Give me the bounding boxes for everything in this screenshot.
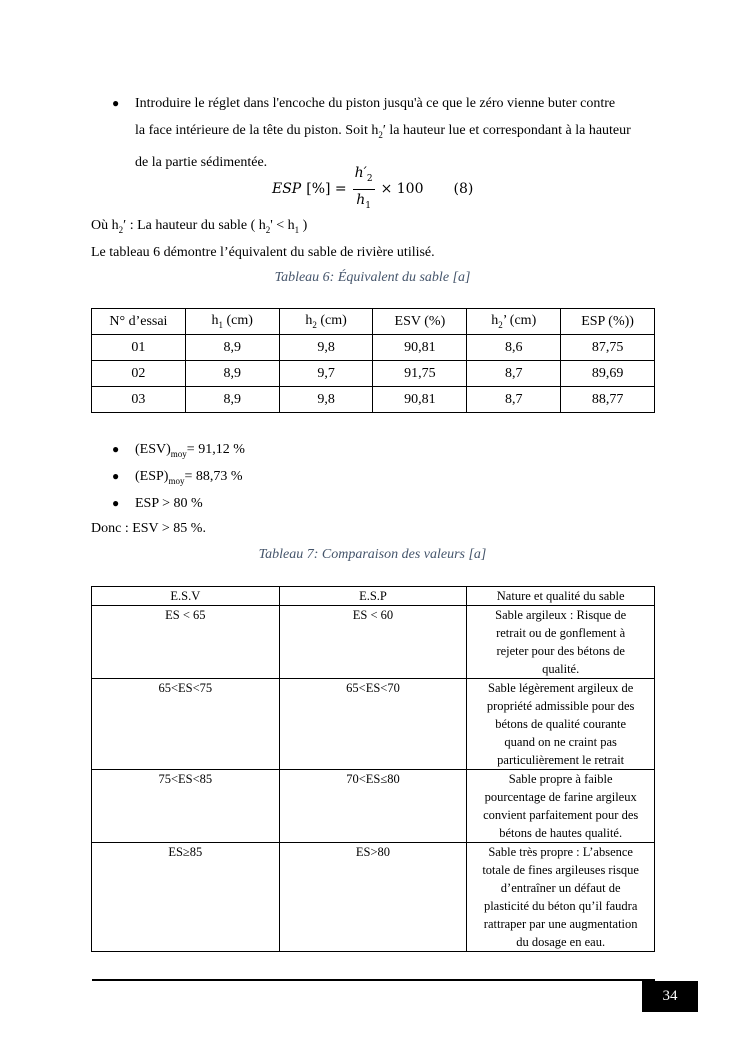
table-cell: 8,9	[185, 361, 279, 387]
table-cell: 89,69	[561, 361, 655, 387]
table-cell: 8,6	[467, 335, 561, 361]
table6-header-cell: ESP (%))	[561, 309, 655, 335]
table7-nature-cell	[467, 679, 655, 770]
table-cell: 90,81	[373, 387, 467, 413]
bullet-icon: ●	[112, 96, 120, 110]
nature-line: particulièrement le retrait	[497, 753, 625, 767]
footer-rule	[92, 979, 655, 981]
table7-header-row	[92, 587, 655, 606]
table-cell: 8,9	[185, 387, 279, 413]
table6-header-cell: $h_1$ (cm)	[185, 309, 279, 335]
table-cell: 9,8	[279, 335, 373, 361]
table-row	[92, 679, 655, 770]
table7-nature-cell	[467, 843, 655, 952]
table-intro-text: Le tableau 6 démontre l’équivalent du sable de rivière utilisé.	[91, 245, 435, 260]
nature-line: quand on ne craint pas	[504, 735, 617, 749]
table7-header-esp: E.S.P	[279, 587, 467, 606]
nature-line: convient parfaitement pour des	[483, 808, 639, 822]
table-cell: 01	[92, 335, 186, 361]
table6-body	[92, 335, 655, 413]
table-cell: 8,9	[185, 335, 279, 361]
table-cell: 88,77	[561, 387, 655, 413]
nature-line: d’entraîner un défaut de	[500, 881, 621, 895]
table-cell: 91,75	[373, 361, 467, 387]
table7-esv-cell: ES≥85	[92, 843, 280, 952]
formula-denominator: $h_1$	[356, 191, 371, 211]
table7-esp-cell: ES>80	[279, 843, 467, 952]
table-row	[92, 770, 655, 843]
nature-line: rejeter pour des bétons de	[496, 644, 625, 658]
table-cell: 87,75	[561, 335, 655, 361]
table7-body	[92, 606, 655, 952]
table-cell: 02	[92, 361, 186, 387]
table7-esv-cell: 65<ES<75	[92, 679, 280, 770]
nature-line: rattraper par une augmentation	[483, 917, 638, 931]
formula-unit: [%] =	[306, 181, 347, 197]
formula-fraction	[353, 164, 375, 215]
table7-esp-cell: ES < 60	[279, 606, 467, 679]
page-number: 34	[642, 981, 698, 1012]
where-definition: Où $h_2'$ : La hauteur du sable ( $h_2' < h_1$ )	[91, 218, 308, 235]
table-cell: 8,7	[467, 361, 561, 387]
nature-line: Sable argileux : Risque de	[495, 608, 627, 622]
table7-esp-cell: 70<ES≤80	[279, 770, 467, 843]
nature-line: pourcentage de farine argileux	[484, 790, 637, 804]
nature-line: retrait ou de gonflement à	[496, 626, 626, 640]
table-row	[92, 335, 655, 361]
table-cell: 9,8	[279, 387, 373, 413]
table7-esv-cell: ES < 65	[92, 606, 280, 679]
nature-line: bétons de hautes qualité.	[499, 826, 623, 840]
table7-caption: Tableau 7: Comparaison des valeurs [a]	[258, 547, 487, 562]
esp-formula	[272, 166, 473, 212]
table6-header-cell: $h_2$ (cm)	[279, 309, 373, 335]
table6-header-row	[92, 309, 655, 335]
procedure-text: Introduire le réglet dans l'encoche du piston jusqu'à ce que le zéro vienne buter contre la face intérieure de la tête du piston. Soit $h_2'$ la hauteur lue et correspondant à la hauteur de la partie sédimentée.	[135, 96, 631, 170]
table7-nature-cell	[467, 606, 655, 679]
nature-line: totale de fines argileuses risque	[482, 863, 639, 877]
table-cell: 90,81	[373, 335, 467, 361]
table6-header-cell: $h_2$’ (cm)	[467, 309, 561, 335]
nature-line: bétons de qualité courante	[495, 717, 627, 731]
table-cell: 03	[92, 387, 186, 413]
table7-header-nature: Nature et qualité du sable	[467, 587, 655, 606]
equation-number: (8)	[453, 181, 474, 197]
nature-line: qualité.	[542, 662, 580, 676]
nature-line: Sable légèrement argileux de	[488, 681, 634, 695]
table6-header-cell: ESV (%)	[373, 309, 467, 335]
table-row	[92, 361, 655, 387]
nature-line: Sable propre à faible	[508, 772, 613, 786]
table-row	[92, 387, 655, 413]
formula-multiplier: × 100	[380, 181, 424, 197]
formula-lhs: ESP	[272, 181, 302, 197]
table7-esp-cell: 65<ES<70	[279, 679, 467, 770]
nature-line: plasticité du béton qu’il faudra	[483, 899, 638, 913]
nature-line: du dosage en eau.	[516, 935, 606, 949]
nature-line: Sable très propre : L’absence	[488, 845, 633, 859]
table-cell: 8,7	[467, 387, 561, 413]
table6-header-cell: N° d’essai	[92, 309, 186, 335]
table7-nature-cell	[467, 770, 655, 843]
formula-numerator: $h'_2$	[353, 164, 375, 190]
table7-esv-cell: 75<ES<85	[92, 770, 280, 843]
table-cell: 9,7	[279, 361, 373, 387]
table7-header-esv: E.S.V	[92, 587, 280, 606]
table6-caption: Tableau 6: Équivalent du sable [a]	[274, 270, 471, 285]
nature-line: propriété admissible pour des	[486, 699, 635, 713]
bullet-icon: ●	[112, 469, 120, 483]
table6-sand-equivalent	[91, 308, 655, 413]
table-row	[92, 843, 655, 952]
table7-comparison	[91, 586, 655, 952]
bullet-icon: ●	[112, 442, 120, 456]
conclusion-text: Donc : ESV > 85 %.	[91, 521, 206, 536]
procedure-bullet	[112, 90, 657, 176]
table-row	[92, 606, 655, 679]
bullet-icon: ●	[112, 496, 120, 510]
